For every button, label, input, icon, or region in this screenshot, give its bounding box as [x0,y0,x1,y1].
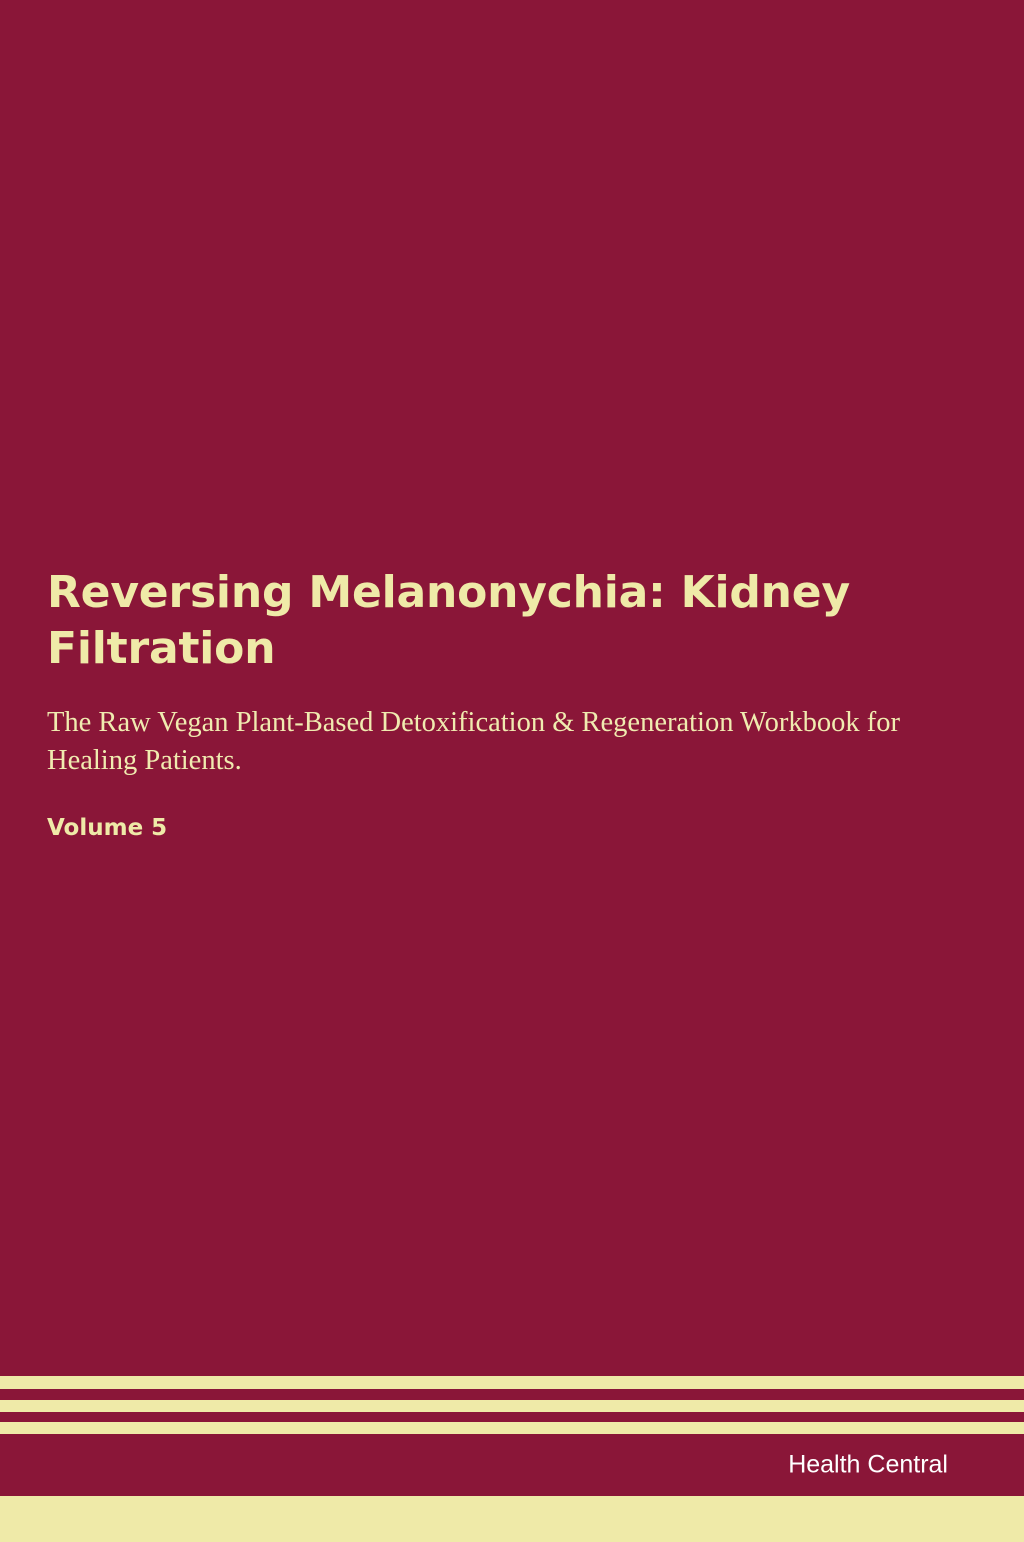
stripe-red-1 [0,1389,1024,1400]
stripe-cream-3 [0,1422,1024,1434]
stripe-red-2 [0,1412,1024,1422]
publisher-band [0,1434,1024,1496]
volume-label: Volume 5 [47,815,168,842]
page-title: Reversing Melanonychia: Kidney Filtration [47,567,850,675]
cover-text-block [47,565,927,841]
stripe-cream-bottom [0,1496,1024,1542]
publisher-name: Health Central [788,1450,948,1479]
stripe-cream-2 [0,1400,1024,1412]
stripe-cream-1 [0,1376,1024,1389]
cover-subtitle: The Raw Vegan Plant-Based Detoxification & Regeneration Workbook for Healing Patients. [47,706,901,776]
bottom-stripe-band [0,1376,1024,1542]
